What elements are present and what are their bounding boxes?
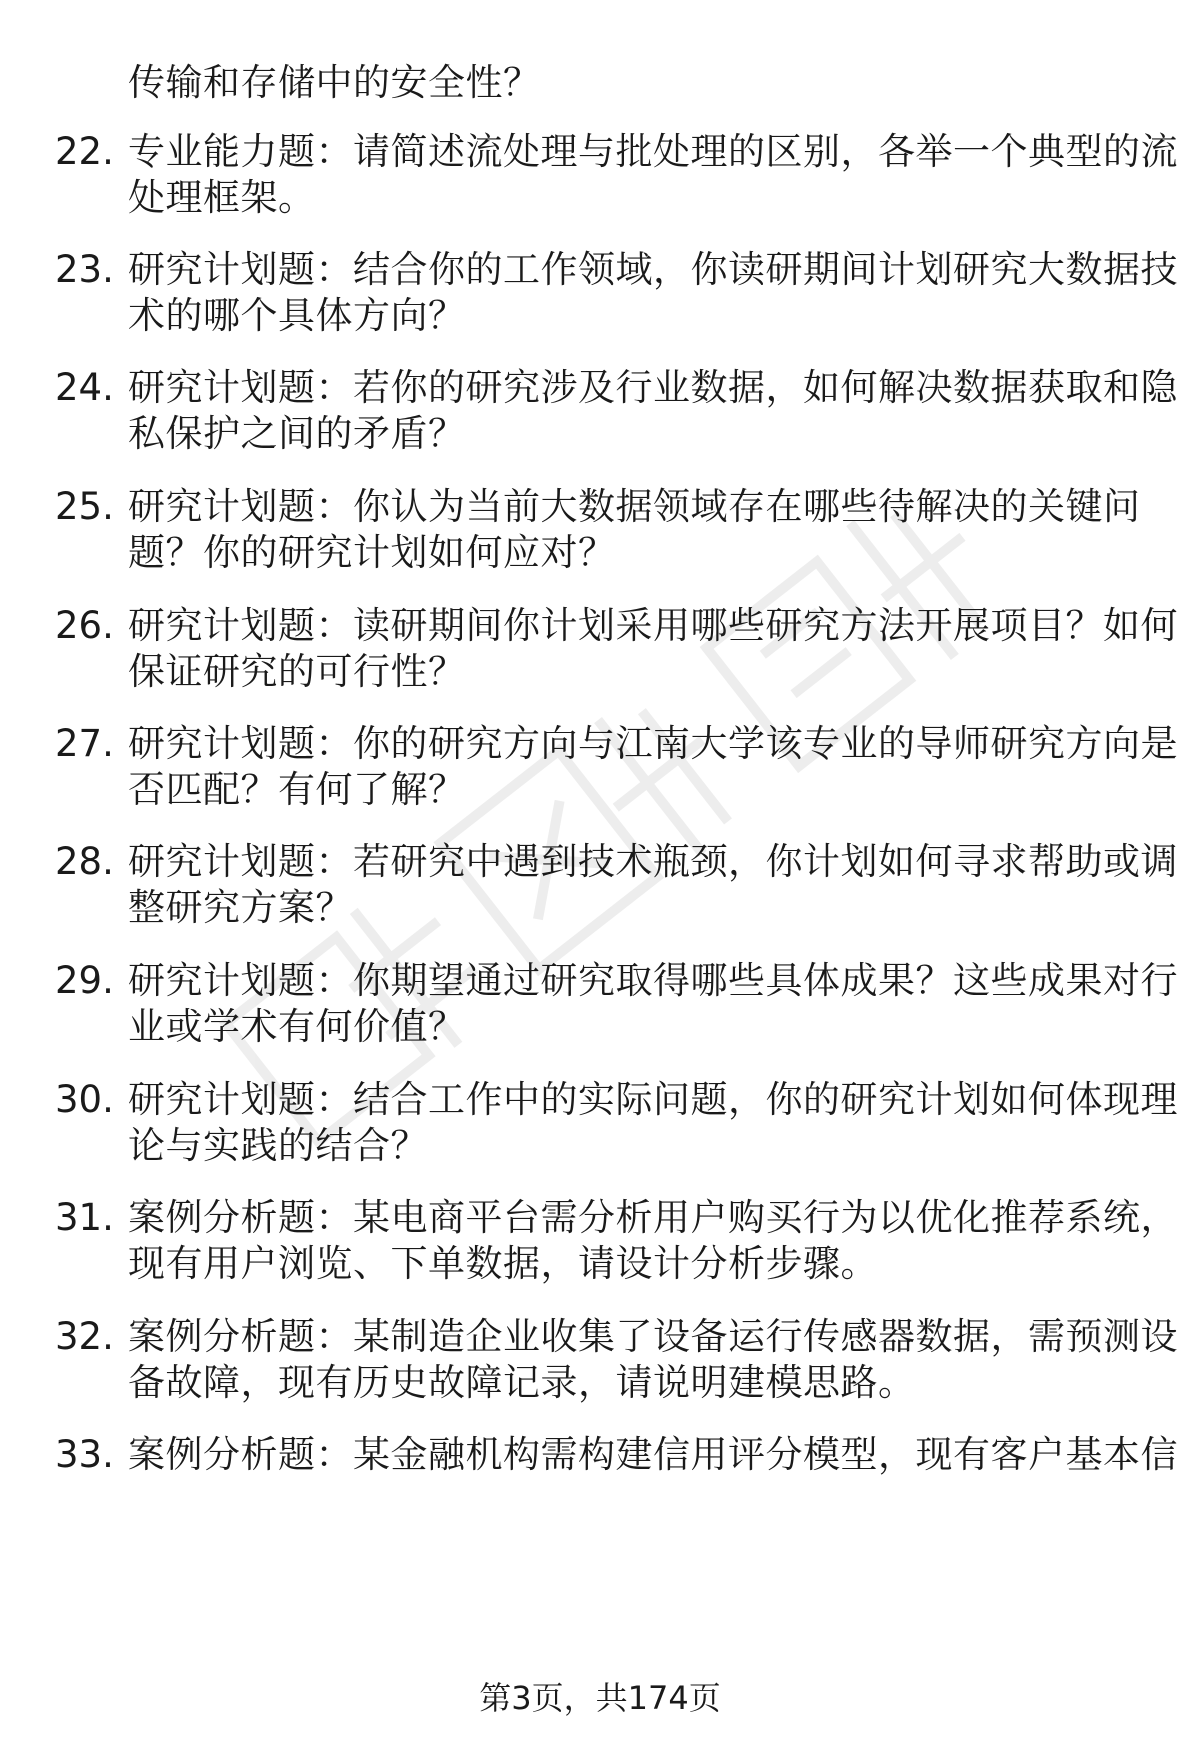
question-number: 27. (55, 722, 114, 765)
question-text-line: 研究计划题：若你的研究涉及行业数据，如何解决数据获取和隐 (128, 366, 1178, 409)
question-text-line: 研究计划题：若研究中遇到技术瓶颈，你计划如何寻求帮助或调 (128, 840, 1178, 883)
question-text-line: 研究计划题：读研期间你计划采用哪些研究方法开展项目？如何 (128, 604, 1178, 647)
question-number: 30. (55, 1078, 114, 1121)
question-text-line: 题？你的研究计划如何应对？ (128, 531, 616, 574)
question-text-line: 业或学术有何价值？ (128, 1005, 466, 1048)
question-number: 28. (55, 840, 114, 883)
question-number: 33. (55, 1433, 114, 1476)
question-text-line: 现有用户浏览、下单数据，请设计分析步骤。 (128, 1242, 878, 1285)
question-number: 29. (55, 959, 114, 1002)
question-text-line: 术的哪个具体方向？ (128, 294, 466, 337)
question-text-line: 研究计划题：你期望通过研究取得哪些具体成果？这些成果对行 (128, 959, 1178, 1002)
question-text-line: 论与实践的结合？ (128, 1124, 428, 1167)
question-number: 22. (55, 130, 114, 173)
question-text-line: 备故障，现有历史故障记录，请说明建模思路。 (128, 1361, 916, 1404)
question-text-line: 否匹配？有何了解？ (128, 768, 466, 811)
question-text-line: 研究计划题：结合你的工作领域，你读研期间计划研究大数据技 (128, 248, 1178, 291)
continuation-text: 传输和存储中的安全性？ (128, 61, 541, 104)
question-number: 25. (55, 485, 114, 528)
question-text-line: 研究计划题：你的研究方向与江南大学该专业的导师研究方向是 (128, 722, 1178, 765)
question-text-line: 处理框架。 (128, 176, 316, 219)
question-text-line: 研究计划题：你认为当前大数据领域存在哪些待解决的关键问 (128, 485, 1141, 528)
question-number: 26. (55, 604, 114, 647)
question-text-line: 案例分析题：某制造企业收集了设备运行传感器数据，需预测设 (128, 1315, 1178, 1358)
question-number: 24. (55, 366, 114, 409)
question-number: 32. (55, 1315, 114, 1358)
page-footer: 第3页，共174页 (479, 1679, 721, 1717)
question-text-line: 保证研究的可行性？ (128, 650, 466, 693)
question-text-line: 案例分析题：某电商平台需分析用户购买行为以优化推荐系统， (128, 1196, 1178, 1239)
question-text-line: 研究计划题：结合工作中的实际问题，你的研究计划如何体现理 (128, 1078, 1178, 1121)
question-text-line: 整研究方案？ (128, 886, 353, 929)
question-number: 31. (55, 1196, 114, 1239)
question-text-line: 私保护之间的矛盾？ (128, 412, 466, 455)
question-text-line: 专业能力题：请简述流处理与批处理的区别，各举一个典型的流 (128, 130, 1178, 173)
question-number: 23. (55, 248, 114, 291)
question-text-line: 案例分析题：某金融机构需构建信用评分模型，现有客户基本信 (128, 1433, 1178, 1476)
